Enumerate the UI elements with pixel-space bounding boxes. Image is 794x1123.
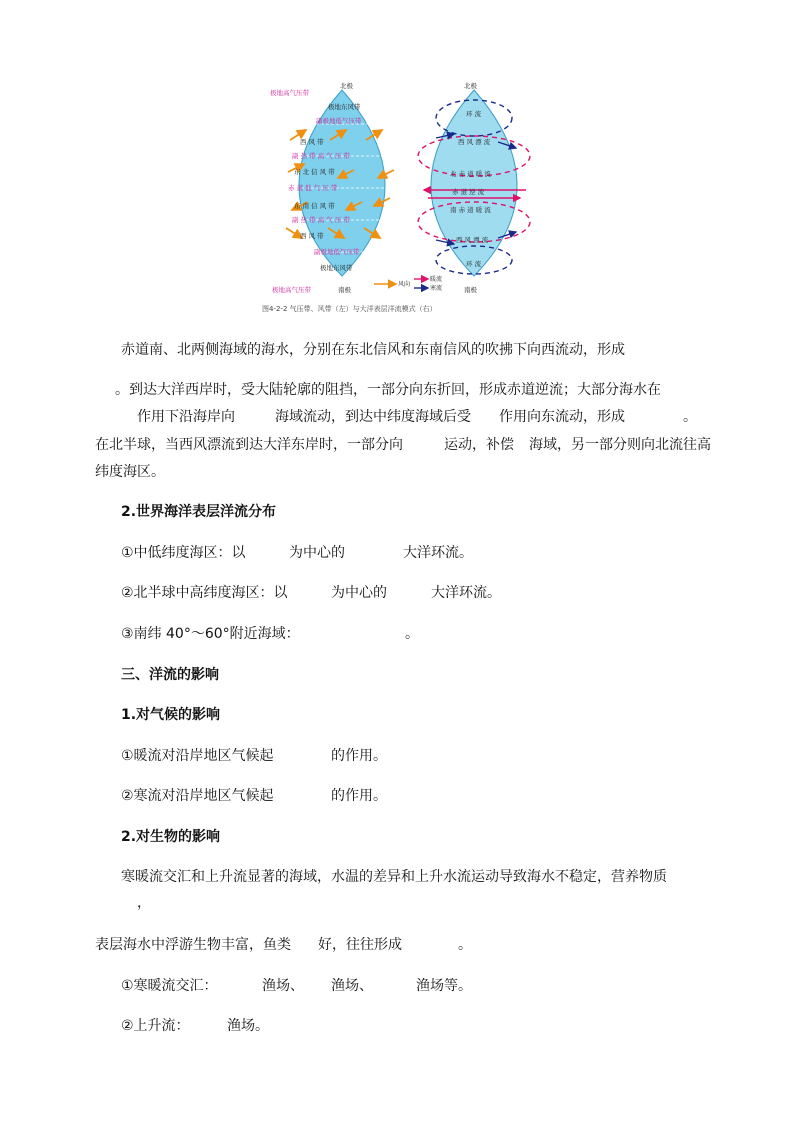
left-belt-0: 极地东风带 (328, 103, 361, 111)
heading-climate: 1.对气候的影响 (121, 707, 221, 723)
figure-caption: 图4-2-2 气压带、风带（左）与大洋表层洋流模式（右） (262, 305, 437, 313)
pressure-label-bottom: 极地高气压带 (272, 286, 311, 294)
left-south-pole: 南极 (338, 286, 351, 294)
right-south-pole: 南极 (464, 286, 477, 294)
left-belt-3: 副 热 带 高 气 压 带 (292, 152, 350, 160)
left-belt-2: 西 风 带 (300, 138, 324, 146)
dist-1b: 为中心的 (289, 545, 345, 561)
legend-warm: 暖流 (430, 276, 443, 283)
climate-1a: ①暖流对沿岸地区气候起 (121, 748, 274, 764)
bio-3c: 。 (458, 937, 472, 953)
dist-1a: ①中低纬度海区：以 (121, 545, 246, 561)
bio-3a: 表层海水中浮游生物丰富，鱼类 (95, 937, 291, 953)
heading-distribution: 2.世界海洋表层洋流分布 (121, 504, 277, 520)
fishery-2a: ②上升流： (121, 1018, 190, 1034)
bio-1: 寒暖流交汇和上升流显著的海域，水温的差异和上升水流运动导致海水不稳定，营养物质 (121, 869, 667, 885)
para-3b: 海域流动，到达中纬度海域后受 (275, 409, 471, 425)
bio-2: ， (137, 895, 151, 911)
para-1: 赤道南、北两侧海域的海水，分别在东北信风和东南信风的吹拂下向西流动，形成 (121, 342, 625, 358)
bio-3b: 好，往往形成 (318, 937, 402, 953)
current-1: 西 风 漂 流 (458, 138, 491, 146)
fishery-2b: 渔场。 (227, 1018, 269, 1034)
dist-3b: 。 (405, 626, 419, 642)
para-3d: 。 (683, 409, 697, 425)
para-4c: 海域，另一部分则向北流往高 (529, 437, 711, 453)
climate-2b: 的作用。 (331, 788, 387, 804)
section-heading-3: 三、洋流的影响 (121, 667, 219, 683)
left-belt-9: 副极地低气压带 (314, 248, 360, 256)
climate-1b: 的作用。 (331, 748, 387, 764)
dist-2c: 大洋环流。 (431, 585, 501, 601)
current-3: 赤 道 逆 流 (452, 188, 485, 196)
left-belt-1: 副极地低气压带 (316, 117, 362, 125)
fishery-1c: 渔场、 (331, 978, 373, 994)
current-5: 西 风 漂 流 (456, 236, 489, 244)
dist-1c: 大洋环流。 (403, 545, 473, 561)
legend-cold: 寒流 (430, 285, 443, 292)
current-4: 南 赤 道 暖 流 (450, 206, 491, 214)
wind-current-figure (258, 78, 558, 320)
para-2: 。到达大洋西岸时，受大陆轮廓的阻挡，一部分向东折回，形成赤道逆流；大部分海水在 (115, 382, 661, 398)
climate-2a: ②寒流对沿岸地区气候起 (121, 788, 274, 804)
left-belt-7: 副 热 带 高 气 压 带 (292, 216, 350, 224)
left-belt-4: 东 北 信 风 带 (294, 168, 335, 176)
legend-wind: 风向 (398, 281, 411, 288)
fishery-1b: 渔场、 (262, 978, 304, 994)
left-belt-6: 东 南 信 风 带 (294, 202, 335, 210)
figure-svg (258, 78, 558, 320)
para-3c: 作用向东流动，形成 (499, 409, 625, 425)
para-4b: 运动，补偿 (444, 437, 514, 453)
current-2: 北 赤 道 暖 流 (450, 170, 491, 178)
para-3a: 作用下沿海岸向 (137, 409, 235, 425)
left-belt-10: 极地东风带 (320, 264, 353, 272)
left-belt-5: 赤 道 低 气 压 带 (288, 184, 338, 192)
pressure-label-top: 极地高气压带 (270, 89, 309, 97)
fishery-1d: 渔场等。 (416, 978, 472, 994)
fishery-1a: ①寒暖流交汇： (121, 978, 218, 994)
dist-2a: ②北半球中高纬度海区：以 (121, 585, 288, 601)
para-5: 纬度海区。 (95, 464, 165, 480)
left-belt-8: 西 风 带 (300, 232, 324, 240)
para-4a: 在北半球，当西风漂流到达大洋东岸时，一部分向 (95, 437, 403, 453)
dist-2b: 为中心的 (331, 585, 387, 601)
left-north-pole: 北极 (340, 82, 353, 90)
heading-biology: 2.对生物的影响 (121, 829, 221, 845)
current-6: 环 流 (466, 260, 482, 268)
legend (374, 275, 442, 292)
current-0: 环 流 (466, 110, 482, 118)
dist-3a: ③南纬 40°～60°附近海域： (121, 626, 300, 642)
right-north-pole: 北极 (464, 82, 477, 90)
